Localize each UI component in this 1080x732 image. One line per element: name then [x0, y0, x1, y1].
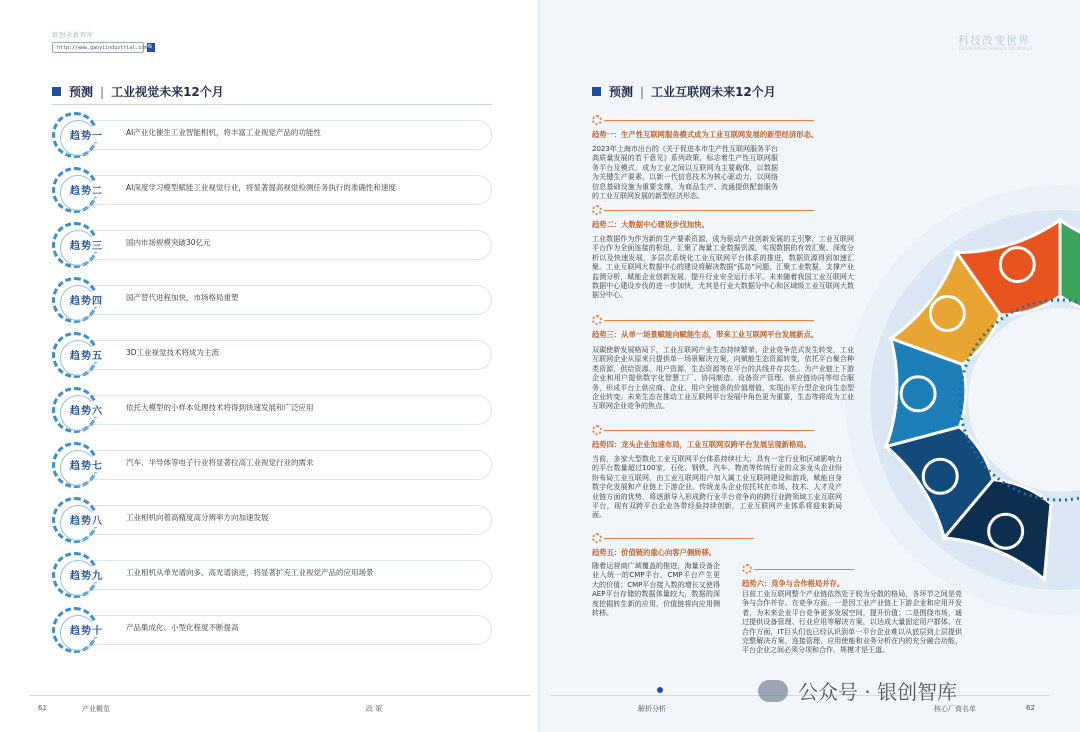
small-gear-icon [592, 533, 602, 543]
trend-item [52, 607, 492, 653]
block-rule [754, 569, 854, 570]
trend-text: 国产替代进程加快，市场格局重塑 [126, 293, 239, 302]
block-title: 趋势四：龙头企业加速布局，工业互联网双跨平台发展呈现新格局。 [592, 440, 811, 449]
right-brand-sub: TECHNOLOGY CHANGES THE WORLD [958, 46, 1033, 51]
block-body: 当前，多家大型数化工业互联网平台体系持续壮大，具有一定行业和区域影响力的平台数量超过100家，石化、钢铁、汽车、物流等传统行业的众多龙头企业纷纷布局工业互联网，由工业互联网用户加入属工业互联网建设和游戏，赋能自身数字化发展和产业链上下游企业。传统龙头企业依托其在市场、技术、人才及产业链方面的优势，将逐渐导入形成跨行业平台竞争向的跨行业跨领域工业互联网平台，现有双跨平台企业各带经验持续创新，工业互联网产业体系将迎来新局面。 [592, 455, 842, 520]
trend-label: 趋势四 [68, 292, 105, 307]
right-footer-section2[interactable]: 核心厂商名单 [934, 705, 976, 713]
block-rule [604, 320, 814, 321]
left-footer-section1[interactable]: 产业概览 [82, 705, 110, 713]
block-rule [604, 210, 814, 211]
right-page [540, 0, 1080, 732]
url-text[interactable]: http://www.gaoyiindustrial.com [57, 44, 148, 51]
trend-label: 趋势六 [68, 402, 105, 417]
trend-text: 产品集成化、小型化程度不断提高 [126, 623, 239, 632]
left-brand-title: 银创全新智库 [52, 32, 95, 39]
title-square-icon [52, 87, 61, 96]
search-icon[interactable]: 🔍 [147, 44, 155, 51]
block-rule [604, 120, 814, 121]
right-brand: 科技改变世界 [958, 34, 1030, 47]
block-body: 随着运营商广域覆盖的推进，海量设备企业入统一的CMP平台，CMP平台产生更大的价值；CMP平台接入数的增长又使得AEP平台存储的数据体量较大，数据的深度挖掘转生新的应用，价值链将向应用侧转移。 [592, 562, 720, 618]
trend-label: 趋势七 [68, 457, 105, 472]
small-gear-icon [592, 205, 602, 215]
small-gear-icon [592, 115, 602, 125]
right-title-prefix: 预测 [609, 85, 634, 99]
left-footer-section2[interactable]: 政 策 [366, 705, 383, 713]
block-body: 目前工业互联网整个产业链依然处于较为分散的格局，各环节之间是竞争与合作并存。在竞争方面，一是因工业产业链上下游企业和应用开发者，为未来企业平台竞争更多发展空间，提升价值；二是围绕市场，通过提供设备管理、行业应用等解决方案，以达成大量固定用户群体。在合作方面，IT巨头们也已经认识到单一平台企业难以从底层到上层提供完整解决方案，连接管理、应用使能和业务分析在内的充分融合功能，平台企业之间必须分项和合作，规模才是王道。 [742, 590, 962, 655]
trend-text: AI产业化催生工业智能相机，将丰富工业视觉产品的功能性 [126, 128, 321, 137]
trend-text: 依托大模型的小样本处理技术将得到快速发展和广泛应用 [126, 403, 314, 412]
trend-item [52, 277, 492, 323]
left-title-rule [52, 104, 492, 105]
right-section-title [592, 83, 776, 100]
left-footer-rule [30, 695, 530, 696]
right-title-text: 工业互联网未来12个月 [651, 85, 776, 99]
small-gear-icon [592, 425, 602, 435]
trend-text: 国内市场规模突破30亿元 [126, 238, 211, 247]
trend-text: AI深度学习模型赋能工业视觉行业，将显著提高视觉检测任务执行的准确性和速度 [126, 183, 396, 192]
trend-item [52, 442, 492, 488]
block-title: 趋势五：价值链的重心向客户侧转移。 [592, 548, 717, 557]
left-title-prefix: 预测 [69, 85, 94, 99]
trend-item [52, 387, 492, 433]
wechat-icon [758, 680, 788, 702]
trend-item [52, 167, 492, 213]
left-page-number: 61 [38, 704, 47, 712]
trend-label: 趋势十 [68, 622, 105, 637]
trend-item [52, 552, 492, 598]
title-square-icon [592, 87, 601, 96]
left-brand-block [52, 30, 155, 53]
trend-item [52, 222, 492, 268]
left-section-title [52, 83, 224, 100]
wechat-watermark [758, 676, 957, 705]
trend-label: 趋势九 [68, 567, 105, 582]
block-body: 双碳使新发展格局下，工业互联网产业生态持续繁荣，企业竞争范式发生转变，工业互联网企业从原来只提供单一场景解决方案，向赋能生态资源转变，依托平台聚合种类资源，供给资源、用户资源、生态资源等在平台的共线并存共生。为产业链上下游企业和用户提供数字化智慧工厂、协同制造、设备资产管理、供应链协同等综合服务，形成平台上供应商、企业、用户全链条的价值增值，实现由平台型企业向生态型企业转变。未来生态在推动工业互联网平台发展中角色更为重要，生态等将成为工业互联网企业竞争的焦点。 [592, 346, 854, 411]
trend-item [52, 497, 492, 543]
left-title-text: 工业视觉未来12个月 [111, 85, 224, 99]
trend-text: 工业相机从单光谱向多、高光谱演进，将显著扩充工业视觉产品的应用场景 [126, 568, 374, 577]
url-search-box[interactable] [52, 42, 155, 53]
title-divider: | [100, 84, 105, 99]
trend-item [52, 332, 492, 378]
block-body: 2023年上海市出台的《关于促进本市生产性互联网服务平台高质量发展的若干意见》系列政策，标志着生产性互联网服务平台及模式，成为工业之间以互联网为主要载体，以数据为关键生产要素，以新一代信息技术为核心驱动力，以网络信息基础设施为重要支撑，为商品生产、流通提供配套服务的工业互联网发展的新型经济形态。 [592, 145, 778, 201]
block-title: 趋势一：生产性互联网服务模式成为工业互联网发展的新型经济形态。 [592, 130, 819, 139]
title-divider: | [640, 84, 645, 99]
trend-label: 趋势八 [68, 512, 105, 527]
footer-dot-icon [657, 687, 663, 693]
trend-item [52, 112, 492, 158]
block-rule [604, 538, 754, 539]
trend-text: 工业相机向着高精度高分辨率方向加速发展 [126, 513, 269, 522]
right-page-number: 62 [1026, 704, 1035, 712]
block-body: 工业数据作为作为新的生产要素资源，成为驱动产业创新发展的主引擎，工业互联网平台作为全面连接的枢纽，汇聚了海量工业数据资源，实现数据的有效汇聚、深度分析以及快速发展，多层次系统化工业互联网平台体系的推进，数据资源得到加速汇聚。工业互联网大数据中心的建设将解决数据“孤岛”问题，汇聚工业数据，支撑产业监测分析，赋能企业创新发展，提升行业安全运行水平。未来随着我国工业互联网大数据中心建设步伐的进一步加快，尤其是行业大数据分中心和区域级工业互联网大数据分中心。 [592, 235, 854, 300]
trend-label: 趋势五 [68, 347, 105, 362]
trend-text: 汽车、半导体等电子行业将显著拉高工业视觉行业的需求 [126, 458, 314, 467]
right-footer-section1[interactable]: 解析分析 [638, 705, 666, 713]
block-title: 趋势二：大数据中心建设步伐加快。 [592, 220, 709, 229]
block-title: 趋势三：从单一场景赋能向赋能生态，带来工业互联网平台发展新点。 [592, 330, 819, 339]
block-title: 趋势六：竞争与合作格局并存。 [742, 579, 845, 588]
small-gear-icon [742, 564, 752, 574]
wechat-text: 公众号 · 银创智库 [798, 680, 958, 704]
trend-label: 趋势三 [68, 237, 105, 252]
trend-label: 趋势一 [68, 127, 105, 142]
trend-label: 趋势二 [68, 182, 105, 197]
trend-text: 3D工业视觉技术将成为主流 [126, 348, 220, 357]
small-gear-icon [592, 315, 602, 325]
block-rule [604, 430, 814, 431]
